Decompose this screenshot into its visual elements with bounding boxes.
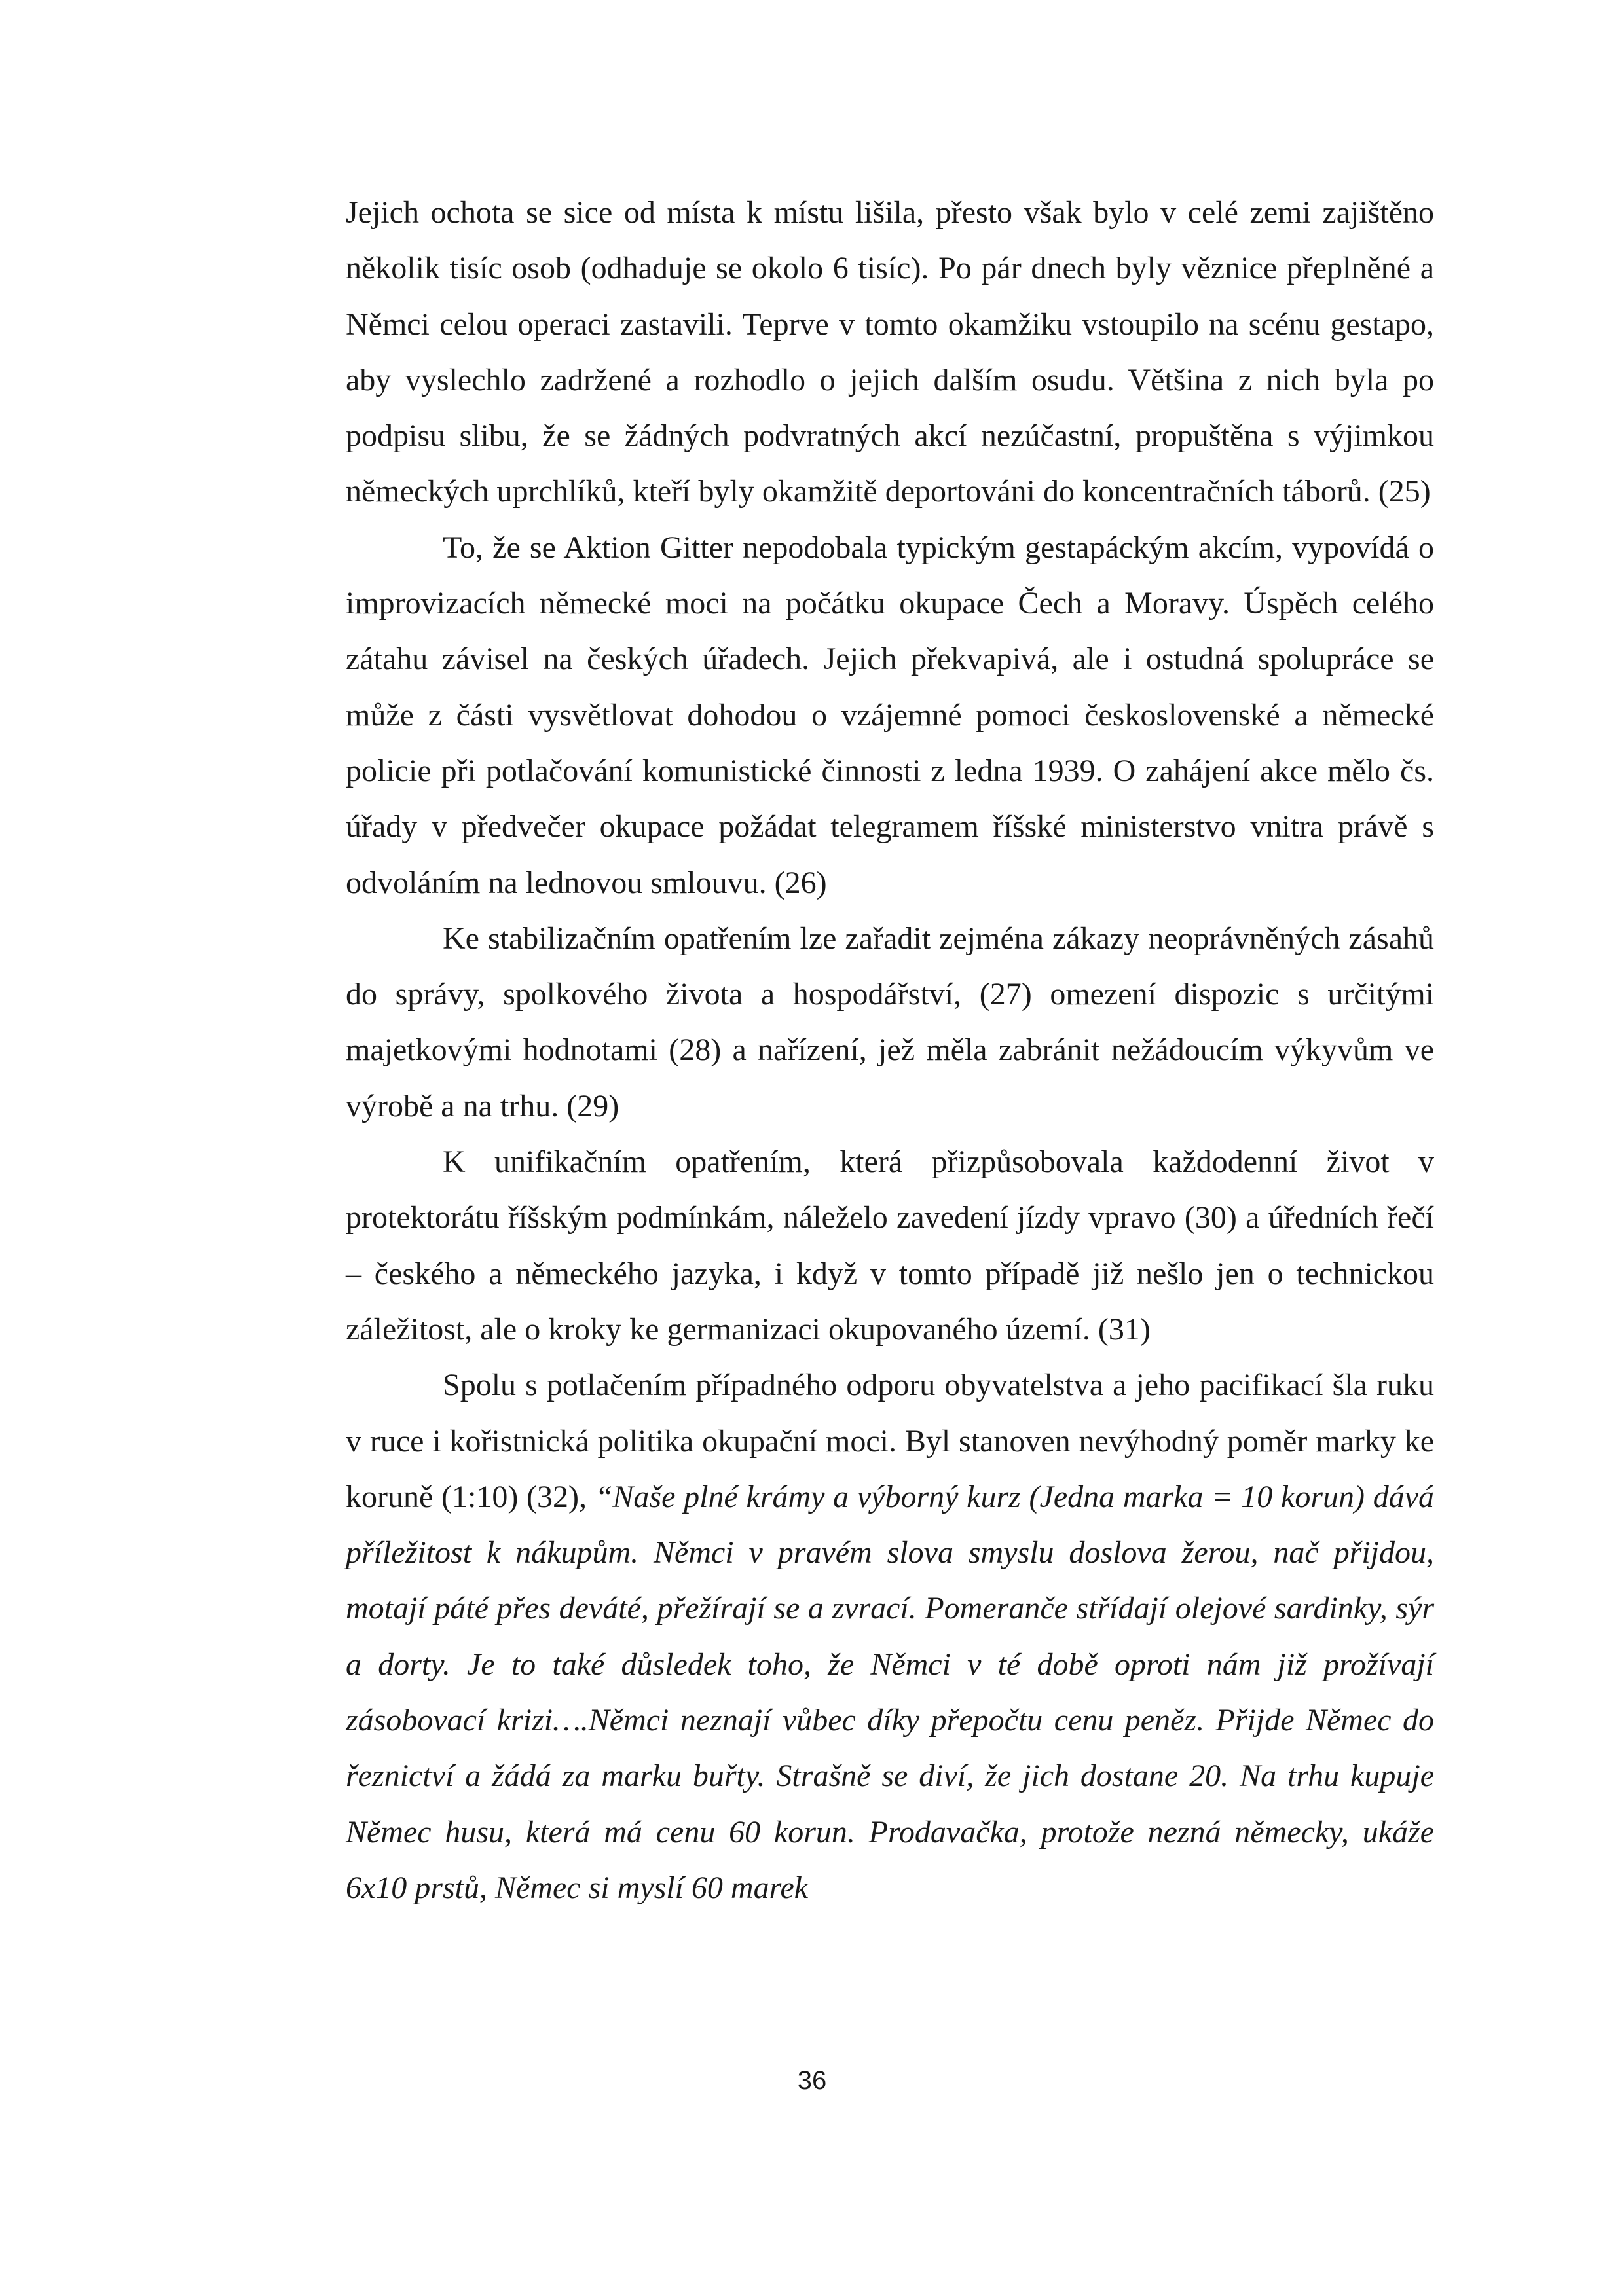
paragraph-2: To, že se Aktion Gitter nepodobala typickým gestapáckým akcím, vypovídá o improvizacích německé moci na počátku okupace Čech a Moravy. Úspěch celého zátahu závisel na českých úřadech. Jejich překvapivá, ale i ostudná spolupráce se může z části vysvětlovat dohodou o vzájemné pomoci československé a německé policie při potlačování komunistické činnosti z ledna 1939. O zahájení akce mělo čs. úřady v předvečer okupace požádat telegramem říšské ministerstvo vnitra právě s odvoláním na lednovou smlouvu. (26)	[346, 530, 1434, 900]
paragraph-3: Ke stabilizačním opatřením lze zařadit zejména zákazy neoprávněných zásahů do správy, spolkového života a hospodářství, (27) omezení dispozic s určitými majetkovými hodnotami (28) a nařízení, jež měla zabránit nežádoucím výkyvům ve výrobě a na trhu. (29)	[346, 920, 1434, 1123]
body-text	[346, 185, 1434, 1916]
page-number: 36	[797, 2066, 827, 2095]
paragraph-5-text: Spolu s potlačením případného odporu obyvatelstva a jeho pacifikací šla ruku v ruce i kořistnická politika okupační moci. Byl stanoven nevýhodný poměr marky ke koruně (1:10) (32),	[346, 1368, 1434, 1514]
paragraph-5	[346, 1357, 1434, 1916]
paragraph-4: K unifikačním opatřením, která přizpůsobovala každodenní život v protektorátu říšským podmínkám, náleželo zavedení jízdy vpravo (30) a úředních řečí – českého a německého jazyka, i když v tomto případě již nešlo jen o technickou záležitost, ale o kroky ke germanizaci okupovaného území. (31)	[346, 1144, 1434, 1347]
paragraph-5-quote: “Naše plné krámy a výborný kurz (Jedna marka = 10 korun) dává příležitost k nákupům. Němci v pravém slova smyslu doslova žerou, nač přijdou, motají páté přes deváté, přežírají se a zvrací. Pomeranče střídají olejové sardinky, sýr a dorty. Je to také důsledek toho, že Němci v té době oproti nám již prožívají zásobovací krizi….Němci neznají vůbec díky přepočtu cenu peněz. Přijde Němec do řeznictví a žádá za marku buřty. Strašně se diví, že jich dostane 20. Na trhu kupuje Němec husu, která má cenu 60 korun. Prodavačka, protože nezná německy, ukáže 6x10 prstů, Němec si myslí 60 marek	[346, 1479, 1435, 1905]
paragraph-1: Jejich ochota se sice od místa k místu lišila, přesto však bylo v celé zemi zajištěno několik tisíc osob (odhaduje se okolo 6 tisíc). Po pár dnech byly věznice přeplněné a Němci celou operaci zastavili. Teprve v tomto okamžiku vstoupilo na scénu gestapo, aby vyslechlo zadržené a rozhodlo o jejich dalším osudu. Většina z nich byla po podpisu slibu, že se žádných podvratných akcí nezúčastní, propuštěna s výjimkou německých uprchlíků, kteří byly okamžitě deportováni do koncentračních táborů. (25)	[346, 195, 1434, 509]
